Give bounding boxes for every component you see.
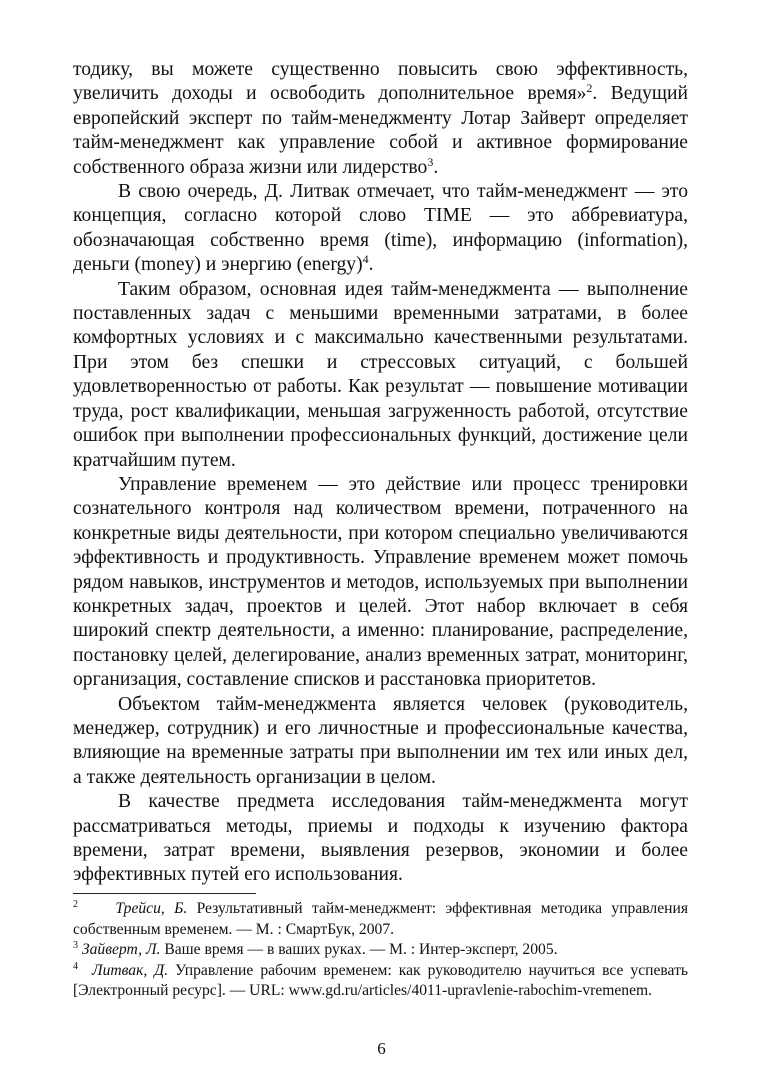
- footnote-number: 4: [73, 960, 78, 972]
- footnotes: [73, 899, 688, 1002]
- footnote-ref-2[interactable]: 2: [586, 81, 593, 96]
- paragraph-1: [73, 58, 688, 180]
- footnote-2: [73, 899, 688, 940]
- footnote-text: Результативный тайм-менеджмент: эффективная методика управления собственным временем. — М. : СмартБук, 2007.: [73, 900, 688, 938]
- paragraph-2: [73, 180, 688, 278]
- footnote-ref-3[interactable]: 3: [427, 154, 434, 169]
- paragraph-4: Управление временем — это действие или процесс тренировки сознательного контроля над количеством времени, потраченного на конкретные виды деятельности, при котором специально увеличиваются эффективность и продуктивность. Управление временем может помочь рядом навыков, инструментов и методов, используемых при выполнении конкретных задач, проектов и целей. Этот набор включает в себя широкий спектр деятельности, а именно: планирование, распределение, постановку целей, делегирование, анализ временных затрат, мониторинг, организация, составление списков и расстановка приоритетов.: [73, 473, 688, 691]
- footnote-number: 3: [73, 940, 78, 952]
- paragraph-2-text: В свою очередь, Д. Литвак отмечает, что тайм-менеджмент — это концепция, согласно которой слово TIME — это аббревиатура, обозначающая собственно время (time), информацию (information), деньги (money) и энергию (energy): [73, 181, 688, 276]
- footnote-author: Литвак, Д.: [92, 961, 169, 979]
- footnote-text: Ваше время — в ваших руках. — М. : Интер-эксперт, 2005.: [160, 941, 558, 959]
- footnote-author: Трейси, Б.: [115, 900, 188, 917]
- page-number: 6: [377, 1039, 386, 1058]
- paragraph-5: Объектом тайм-менеджмента является человек (руководитель, менеджер, сотрудник) и его личностные и профессиональные качества, влияющие на временные затраты при выполнении им тех или иных дел, а также деятельность организации в целом.: [73, 693, 688, 788]
- paragraph-1-text: тодику, вы можете существенно повысить свою эффективность, увеличить доходы и освободить дополнительное время»: [73, 59, 688, 105]
- footnote-4: [73, 961, 688, 1002]
- footnote-text[interactable]: Управление рабочим временем: как руководителю научиться все успевать [Электронный ресурс]. — URL: www.gd.ru/articles/4011-upravlenie-rabochim-vremenem.: [73, 961, 688, 1000]
- footnote-3: [73, 940, 688, 961]
- paragraph-1-end: .: [433, 156, 439, 178]
- paragraph-6: В качестве предмета исследования тайм-менеджмента могут рассматриваться методы, приемы и подходы к изучению фактора времени, затрат времени, выявления резервов, экономии и более эффективных путей его использования.: [73, 791, 688, 886]
- footnote-author: Зайверт, Л.: [81, 941, 161, 959]
- paragraph-1-text-2: . Ведущий европейский эксперт по тайм-менеджменту Лотар Зайверт определяет тайм-менеджмент как управление собой и активное формирование собственного образа жизни или лидерство: [73, 83, 688, 178]
- paragraph-3: Таким образом, основная идея тайм-менеджмента — выполнение поставленных задач с меньшими временными затратами, в более комфортных условиях и с максимально качественными результатами. При этом без спешки и стрессовых ситуаций, с большей удовлетворенностью от работы. Как результат — повышение мотивации труда, рост квалификации, меньшая загруженность работой, отсутствие ошибок при выполнении профессиональных функций, достижение цели кратчайшим путем.: [73, 278, 688, 471]
- main-text: [73, 58, 688, 888]
- footnote-divider: [73, 893, 256, 894]
- paragraph-2-end: .: [368, 254, 374, 276]
- footnote-number: 2: [73, 899, 78, 910]
- footnote-ref-4[interactable]: 4: [362, 252, 369, 267]
